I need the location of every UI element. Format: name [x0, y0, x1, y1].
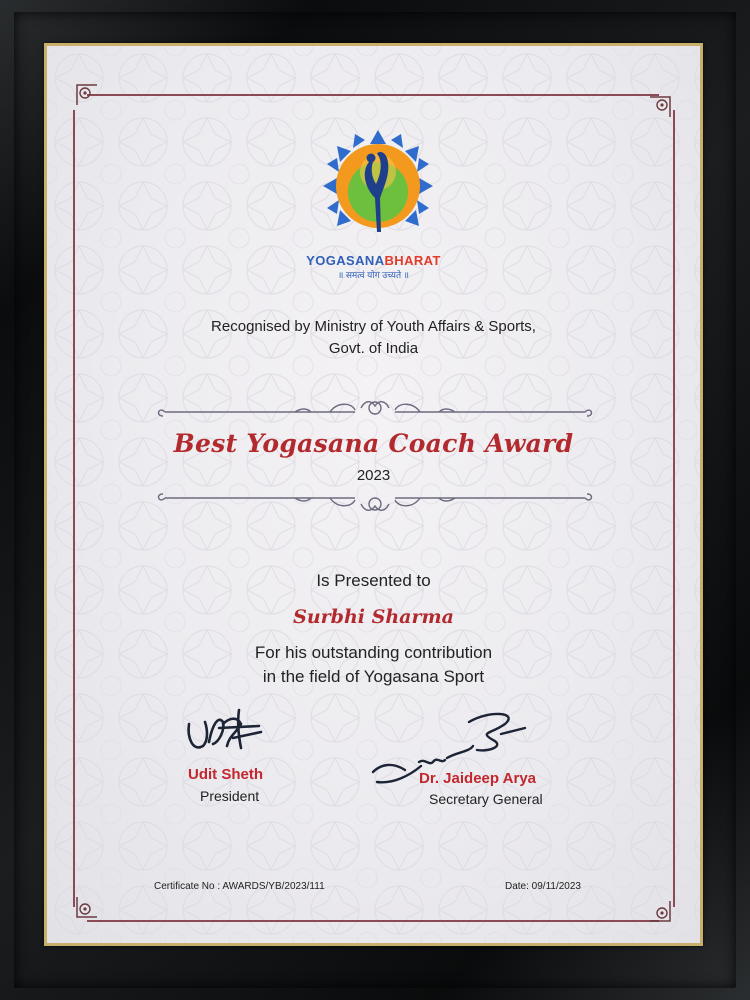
presented-to-text: Is Presented to [316, 571, 431, 590]
yogasana-bharat-logo [321, 128, 435, 246]
corner-ornament-bottom-right [647, 898, 673, 924]
logo-name-part2: BHARAT [384, 253, 441, 268]
signatory-2-name: Dr. Jaideep Arya [419, 770, 537, 787]
border-top [87, 94, 659, 96]
signature-udit-sheth [179, 702, 271, 762]
certificate-number: Certificate No : AWARDS/YB/2023/111 [154, 881, 325, 892]
border-bottom [87, 920, 659, 922]
signatory-2-role: Secretary General [429, 791, 543, 807]
logo-name-part1: YOGASANA [306, 253, 385, 268]
logo-tagline: ॥ समत्वं योग उच्यते ॥ [337, 270, 410, 280]
reason-line2: in the field of Yogasana Sport [262, 667, 485, 686]
certificate-date: Date: 09/11/2023 [505, 881, 581, 892]
reason-line1: For his outstanding contribution [254, 643, 493, 662]
border-right [673, 110, 675, 907]
signatory-1-name: Udit Sheth [188, 766, 263, 783]
award-reason [47, 641, 700, 689]
award-title: Best Yogasana Coach Award [173, 429, 574, 458]
recognition-line2: Govt. of India [328, 340, 419, 357]
ornamental-divider-top [155, 398, 595, 422]
award-year: 2023 [356, 467, 391, 484]
corner-ornament-bottom-left [74, 894, 100, 920]
certificate-paper [47, 46, 700, 943]
recognition-line1: Recognised by Ministry of Youth Affairs & Sports, [211, 318, 536, 335]
signatory-1-role: President [200, 788, 260, 804]
border-left [73, 110, 75, 907]
corner-ornament-top-right [647, 94, 673, 120]
recipient-name: Surbhi Sharma [293, 606, 454, 628]
ornamental-divider-bottom [155, 490, 595, 514]
recognition-text [47, 316, 700, 360]
corner-ornament-top-left [74, 82, 100, 108]
